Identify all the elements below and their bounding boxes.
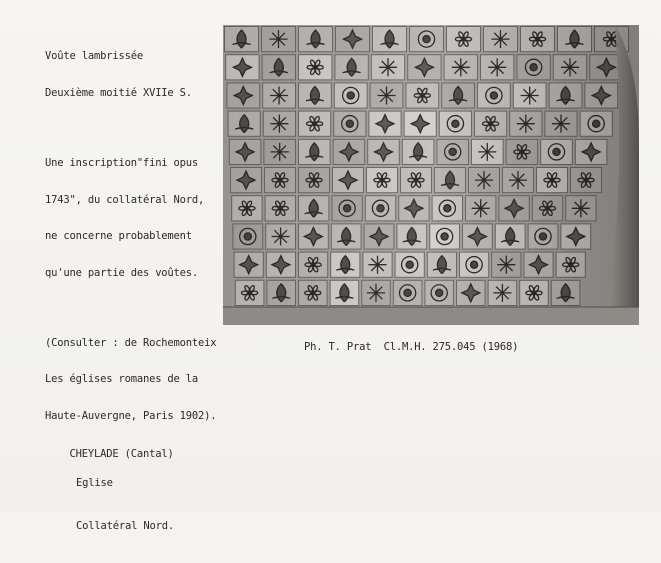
ceiling-photo-svg [223, 25, 639, 325]
description-date: Deuxième moitié XVIIe S. [45, 87, 192, 99]
ceiling-photograph [223, 25, 639, 325]
reference-line: Haute-Auvergne, Paris 1902). [45, 409, 217, 422]
description-block [45, 26, 216, 447]
reference-line: Les églises romanes de la [45, 373, 199, 386]
inscription-line: Une inscription"fini opus [45, 157, 199, 169]
photo-credit: Ph. T. Prat Cl.M.H. 275.045 (1968) [304, 341, 519, 353]
inscription-line: qu'une partie des voûtes. [45, 266, 199, 279]
inscription-line: 1743", du collatéral Nord, [45, 193, 205, 206]
location-commune: CHEYLADE (Cantal) [69, 447, 174, 460]
location-block [45, 432, 174, 563]
description-title: Voûte lambrissée [45, 50, 143, 63]
cornice [223, 307, 639, 325]
inscription-line: ne concerne probablement [45, 230, 192, 243]
location-building: Eglise [76, 476, 113, 489]
reference-line: (Consulter : de Rochemonteix [45, 336, 217, 349]
location-part: Collatéral Nord. [76, 520, 174, 532]
